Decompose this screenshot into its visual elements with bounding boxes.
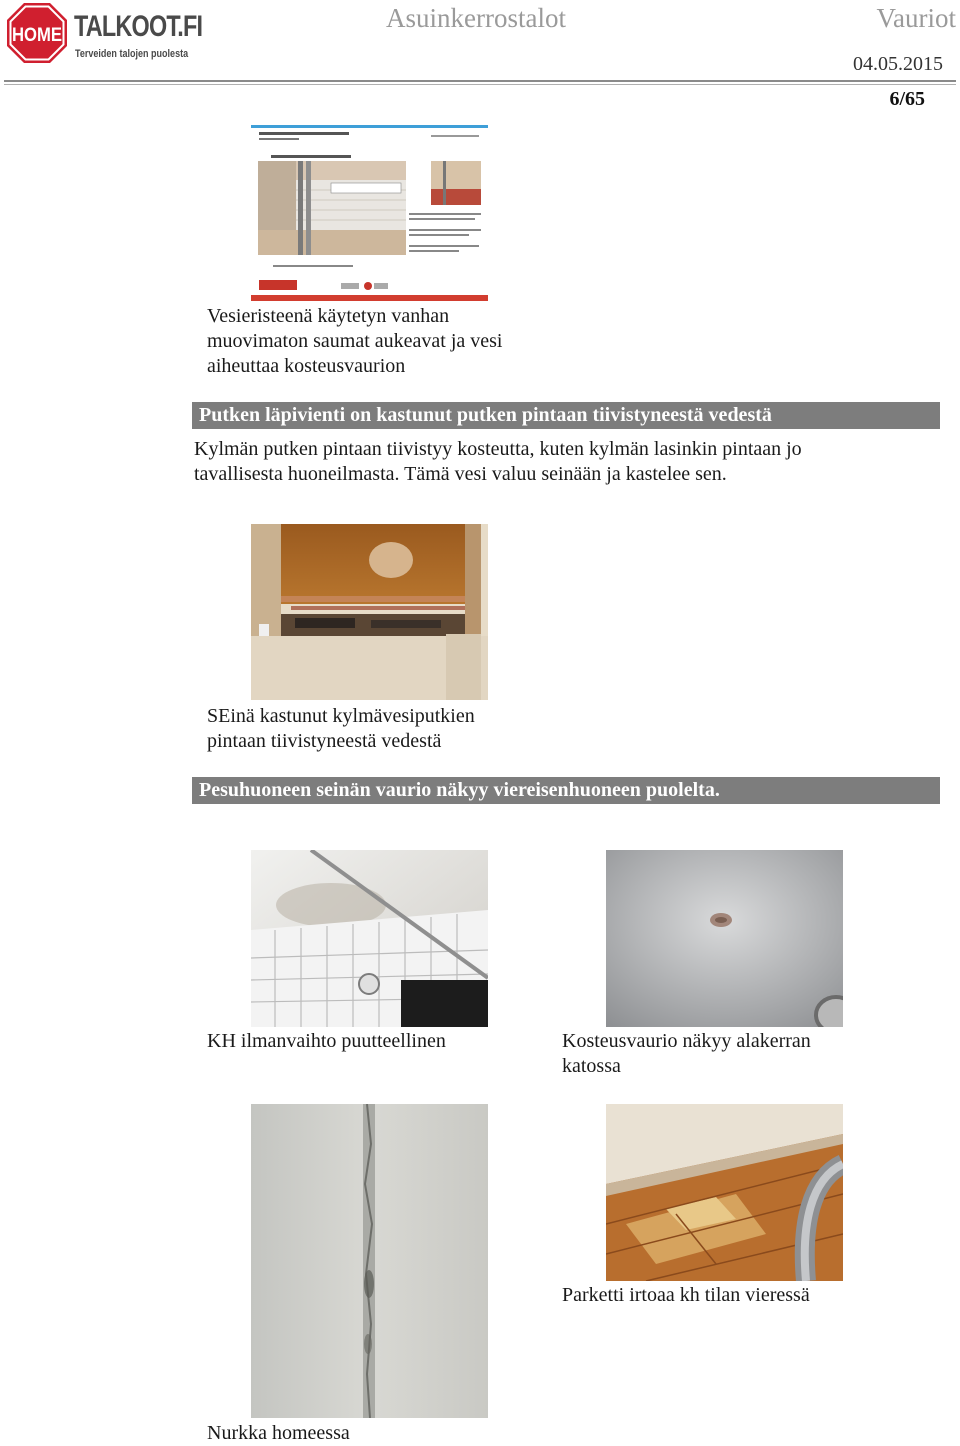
logo-wordmark: TALKOOT.FI [74,10,203,43]
logo-word-home: HOME [12,25,62,46]
section-heading-bathroom-wall: Pesuhuoneen seinän vaurio näkyy viereisenhuoneen puolelta. [192,777,940,804]
ceiling-damage-caption [562,1029,811,1079]
guideline-diagram-drawing [251,125,488,301]
body-line: Kylmän putken pintaan tiivistyy kosteutta, kuten kylmän lasinkin pintaan jo [194,438,802,460]
document-date: 04.05.2015 [853,53,943,75]
ceiling-caption-line: katossa [562,1055,621,1077]
stop-sign-logo-icon [6,2,68,64]
bathroom-ventilation-drawing [251,850,488,1027]
ceiling-damage-photo [606,850,843,1027]
ceiling-damage-drawing [606,850,843,1027]
ventilation-caption: KH ilmanvaihto puutteellinen [207,1030,446,1052]
section-body-pipe [194,437,802,487]
ceiling-caption-line: Kosteusvaurio näkyy alakerran [562,1030,811,1052]
parquet-damage-drawing [606,1104,843,1281]
pipe-damage-photo [251,524,488,700]
body-line: tavallisesta huoneilmasta. Tämä vesi valuu seinään ja kastelee sen. [194,463,727,485]
section-heading-pipe: Putken läpivienti on kastunut putken pintaan tiivistyneestä vedestä [192,402,940,429]
diagram-caption-line: Vesieristeenä käytetyn vanhan [207,305,450,327]
guideline-diagram-image [251,125,488,301]
parquet-caption: Parketti irtoaa kh tilan vieressä [562,1284,810,1306]
header-divider [4,80,956,82]
topic-title: Vauriot [876,3,956,33]
pipe-caption-line: pintaan tiivistyneestä vedestä [207,730,442,752]
pipe-damage-drawing [251,524,488,700]
parquet-damage-photo [606,1104,843,1281]
moldy-corner-photo [251,1104,488,1418]
header-divider-thin [4,84,956,85]
diagram-caption-line: aiheuttaa kosteusvaurion [207,355,406,377]
pipe-caption-line: SEinä kastunut kylmävesiputkien [207,705,475,727]
diagram-caption [207,304,502,379]
bathroom-ventilation-photo [251,850,488,1027]
logo-tagline: Terveiden talojen puolesta [75,48,189,60]
page-number: 6/65 [889,88,925,110]
moldy-corner-drawing [251,1104,488,1418]
hometalkoot-logo[interactable] [6,2,203,64]
section-title: Asuinkerrostalot [386,3,566,33]
pipe-damage-caption [207,704,475,754]
diagram-caption-line: muovimaton saumat aukeavat ja vesi [207,330,503,352]
corner-caption: Nurkka homeessa [207,1422,350,1444]
